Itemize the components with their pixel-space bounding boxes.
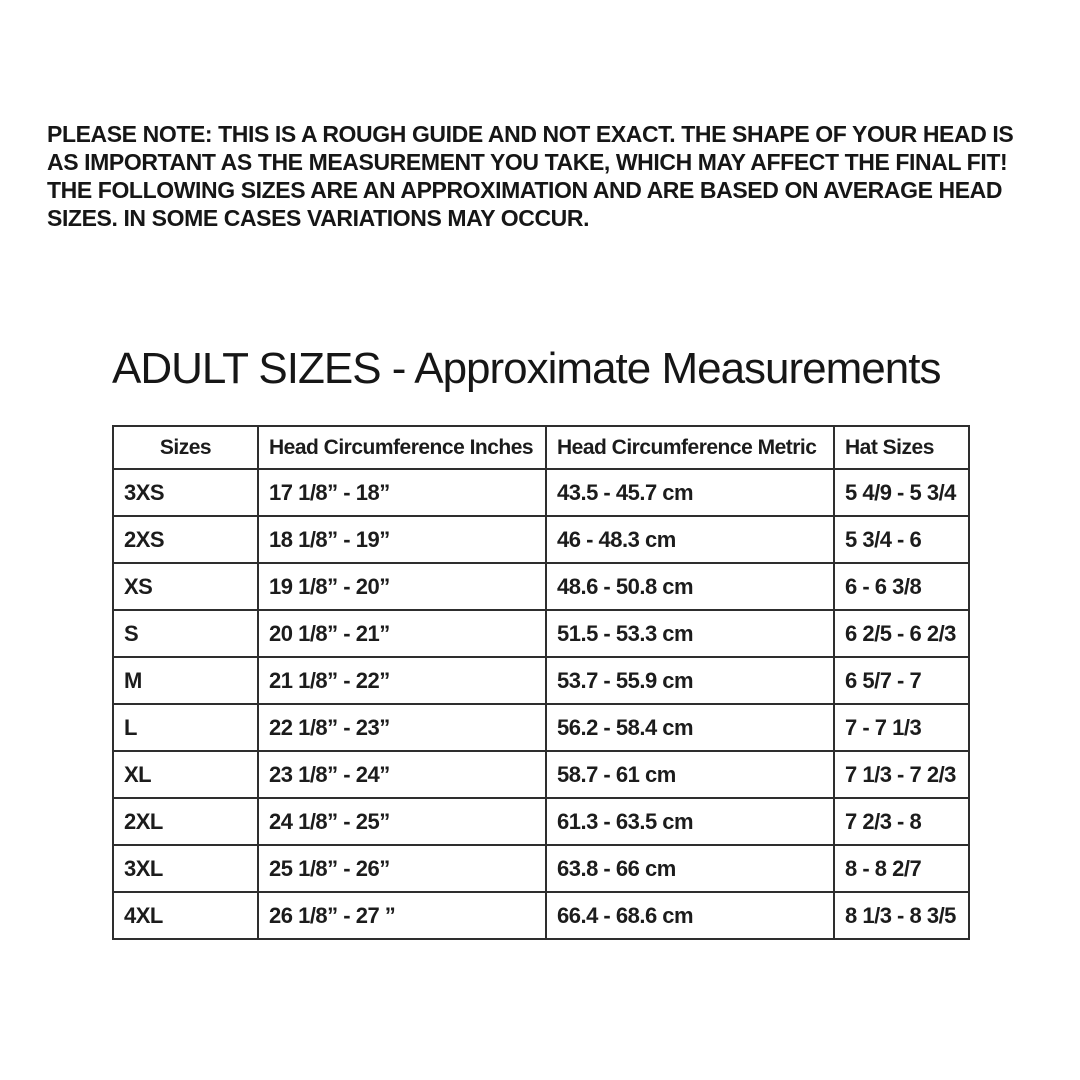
table-cell: 5 4/9 - 5 3/4: [834, 469, 969, 516]
table-cell: 19 1/8” - 20”: [258, 563, 546, 610]
table-cell: 20 1/8” - 21”: [258, 610, 546, 657]
table-row: [113, 798, 969, 845]
table-row: [113, 516, 969, 563]
table-cell: 8 - 8 2/7: [834, 845, 969, 892]
table-cell: 17 1/8” - 18”: [258, 469, 546, 516]
table-cell: 7 2/3 - 8: [834, 798, 969, 845]
header-hat-sizes: Hat Sizes: [834, 426, 969, 469]
table-cell: 24 1/8” - 25”: [258, 798, 546, 845]
table-cell: 4XL: [113, 892, 258, 939]
table-cell: 18 1/8” - 19”: [258, 516, 546, 563]
table-row: [113, 845, 969, 892]
table-cell: 51.5 - 53.3 cm: [546, 610, 834, 657]
table-cell: 6 5/7 - 7: [834, 657, 969, 704]
table-row: [113, 657, 969, 704]
size-table: [112, 425, 970, 940]
table-cell: 43.5 - 45.7 cm: [546, 469, 834, 516]
table-cell: 7 1/3 - 7 2/3: [834, 751, 969, 798]
table-cell: 6 2/5 - 6 2/3: [834, 610, 969, 657]
page-title: ADULT SIZES - Approximate Measurements: [112, 344, 941, 393]
table-cell: 22 1/8” - 23”: [258, 704, 546, 751]
header-sizes: Sizes: [113, 426, 258, 469]
header-row: [113, 426, 969, 469]
table-cell: 61.3 - 63.5 cm: [546, 798, 834, 845]
size-table-header: [113, 426, 969, 469]
table-cell: 3XS: [113, 469, 258, 516]
table-cell: 48.6 - 50.8 cm: [546, 563, 834, 610]
header-circumference-metric: Head Circumference Metric: [546, 426, 834, 469]
table-cell: 5 3/4 - 6: [834, 516, 969, 563]
table-cell: 46 - 48.3 cm: [546, 516, 834, 563]
table-cell: 2XL: [113, 798, 258, 845]
table-row: [113, 610, 969, 657]
table-cell: 25 1/8” - 26”: [258, 845, 546, 892]
table-cell: 23 1/8” - 24”: [258, 751, 546, 798]
table-cell: 8 1/3 - 8 3/5: [834, 892, 969, 939]
table-cell: 66.4 - 68.6 cm: [546, 892, 834, 939]
table-cell: 7 - 7 1/3: [834, 704, 969, 751]
table-cell: M: [113, 657, 258, 704]
table-row: [113, 751, 969, 798]
table-cell: XL: [113, 751, 258, 798]
table-cell: 6 - 6 3/8: [834, 563, 969, 610]
table-row: [113, 892, 969, 939]
table-cell: 56.2 - 58.4 cm: [546, 704, 834, 751]
table-cell: 2XS: [113, 516, 258, 563]
table-cell: 21 1/8” - 22”: [258, 657, 546, 704]
table-cell: S: [113, 610, 258, 657]
disclaimer-note: PLEASE NOTE: THIS IS A ROUGH GUIDE AND NOT EXACT. THE SHAPE OF YOUR HEAD IS AS IMPORTANT AS THE MEASUREMENT YOU TAKE, WHICH MAY AFFECT THE FINAL FIT! THE FOLLOWING SIZES ARE AN APPROXIMATION AND ARE BASED ON AVERAGE HEAD SIZES. IN SOME CASES VARIATIONS MAY OCCUR.: [47, 121, 1014, 231]
table-cell: 63.8 - 66 cm: [546, 845, 834, 892]
table-row: [113, 563, 969, 610]
table-cell: 58.7 - 61 cm: [546, 751, 834, 798]
table-cell: 26 1/8” - 27 ”: [258, 892, 546, 939]
table-cell: XS: [113, 563, 258, 610]
table-cell: 3XL: [113, 845, 258, 892]
table-row: [113, 704, 969, 751]
table-cell: L: [113, 704, 258, 751]
size-table-body: [113, 469, 969, 939]
table-cell: 53.7 - 55.9 cm: [546, 657, 834, 704]
header-circumference-inches: Head Circumference Inches: [258, 426, 546, 469]
table-row: [113, 469, 969, 516]
